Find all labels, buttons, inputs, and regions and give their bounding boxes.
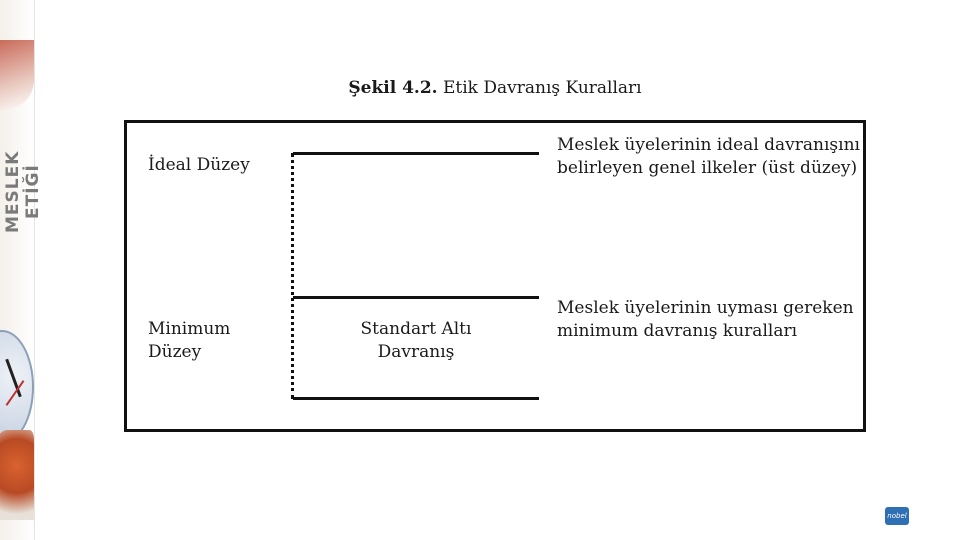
ideal-description-line2: belirleyen genel ilkeler (üst düzey) [557, 158, 858, 178]
ideal-description [557, 134, 860, 180]
figure-label: Şekil 4.2. [348, 78, 438, 98]
banner-decoration [0, 40, 34, 110]
diagram-frame [124, 120, 866, 432]
minimum-level-label-line2: Düzey [148, 342, 202, 362]
bottom-line [293, 397, 539, 400]
minimum-description-line1: Meslek üyelerinin uyması gereken [557, 298, 854, 318]
figure-title: Etik Davranış Kuralları [442, 78, 642, 98]
ideal-description-line1: Meslek üyelerinin ideal davranışını [557, 135, 860, 155]
publisher-logo [885, 507, 909, 525]
minimum-description [557, 297, 854, 343]
ideal-level-line [293, 152, 539, 155]
publisher-logo-text: nobel [887, 512, 907, 520]
clock-illustration [0, 320, 34, 520]
minimum-level-line [293, 296, 539, 299]
substandard-label [353, 318, 479, 364]
minimum-level-label [148, 318, 230, 364]
ideal-level-label: İdeal Düzey [148, 155, 250, 175]
food-image [0, 430, 34, 520]
dotted-connector [291, 153, 294, 399]
banner-title: MESLEK ETİĞİ [3, 150, 43, 234]
minimum-description-line2: minimum davranış kuralları [557, 321, 798, 341]
substandard-label-line1: Standart Altı [360, 319, 472, 339]
minimum-level-label-line1: Minimum [148, 319, 231, 339]
figure-caption [0, 78, 960, 98]
substandard-label-line2: Davranış [377, 342, 455, 362]
